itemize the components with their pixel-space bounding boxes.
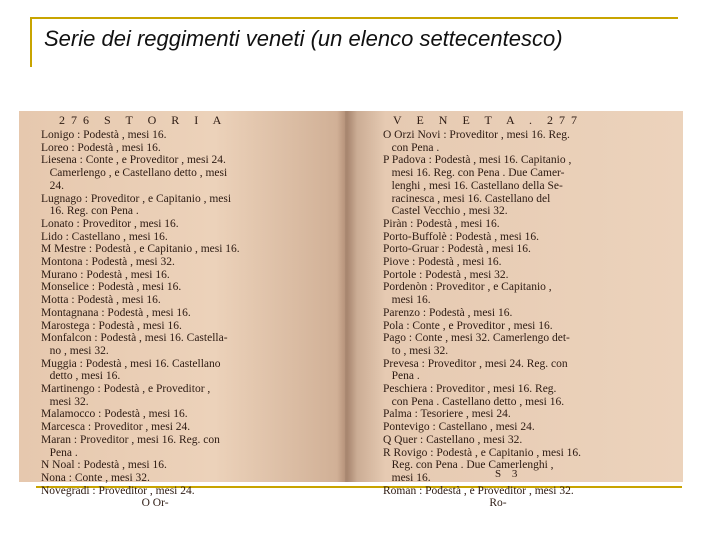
text-line: racinesca , mesi 16. Castellano del [383, 192, 551, 205]
text-line: con Pena . [383, 141, 440, 154]
text-line: Pola : Conte , e Proveditor , mesi 16. [383, 319, 553, 332]
text-line: N Noal : Podestà , mesi 16. [41, 459, 167, 472]
text-line: Camerlengo , e Castellano detto , mesi [41, 167, 228, 180]
text-line: Maran : Proveditor , mesi 16. Reg. con [41, 433, 220, 446]
left-page-header: 276 S T O R I A [59, 113, 228, 127]
text-line: Marcesca : Proveditor , mesi 24. [41, 421, 191, 434]
text-line: con Pena . Castellano detto , mesi 16. [383, 395, 565, 408]
frame-top-line [30, 17, 678, 19]
book-scan-image [19, 111, 683, 510]
text-line: Montona : Podestà , mesi 32. [41, 256, 175, 269]
right-page-header: V E N E T A . 277 [393, 113, 584, 127]
text-line: Pena . [383, 370, 420, 383]
text-line: Loreo : Podestà , mesi 16. [41, 141, 161, 154]
text-line: Novegradi : Proveditor , mesi 24. [41, 484, 195, 497]
text-line: lenghi , mesi 16. Castellano della Se- [383, 179, 563, 192]
text-line: Monselice : Podestà , mesi 16. [41, 281, 182, 294]
text-line: Portole : Podestà , mesi 32. [383, 268, 509, 281]
text-line: O Or- [41, 497, 169, 510]
text-line: Peschiera : Proveditor , mesi 16. Reg. [383, 383, 557, 396]
text-line: Porto-Gruar : Podestà , mesi 16. [383, 243, 531, 256]
text-line: Q Quer : Castellano , mesi 32. [383, 433, 523, 446]
book-gutter [337, 111, 357, 482]
text-line: 24. [41, 179, 64, 192]
text-line: Malamocco : Podestà , mesi 16. [41, 408, 188, 421]
right-page-signature: S 3 [495, 468, 522, 480]
slide-title: Serie dei reggimenti veneti (un elenco settecentesco) [44, 26, 563, 51]
text-line: no , mesi 32. [41, 344, 109, 357]
book-right-page [345, 111, 683, 510]
text-line: Monfalcon : Podestà , mesi 16. Castella- [41, 332, 228, 345]
text-line: Lugnago : Proveditor , e Capitanio , mesi [41, 192, 232, 205]
text-line: Lido : Castellano , mesi 16. [41, 230, 168, 243]
text-line: O Orzi Novi : Proveditor , mesi 16. Reg. [383, 129, 570, 141]
text-line: Roman : Podestà , e Proveditor , mesi 32. [383, 484, 574, 497]
text-line: mesi 16. [383, 294, 431, 307]
text-line: mesi 16. Reg. con Pena . Due Camer- [383, 167, 565, 180]
text-line: Pordenòn : Proveditor , e Capitanio , [383, 281, 552, 294]
left-page-lines [41, 129, 240, 510]
text-line: Nona : Conte , mesi 32. [41, 471, 150, 484]
text-line: Lonigo : Podestà , mesi 16. [41, 129, 167, 141]
text-line: Porto-Buffolè : Podestà , mesi 16. [383, 230, 539, 243]
text-line: Montagnana : Podestà , mesi 16. [41, 306, 191, 319]
text-line: Piove : Podestà , mesi 16. [383, 256, 502, 269]
text-line: Pena . [41, 446, 78, 459]
text-line: Marostega : Podestà , mesi 16. [41, 319, 182, 332]
text-line: Castel Vecchio , mesi 32. [383, 205, 508, 218]
text-line: detto , mesi 16. [41, 370, 121, 383]
text-line: Ro- [383, 497, 507, 510]
text-line: Piràn : Podestà , mesi 16. [383, 217, 500, 230]
text-line: Muggia : Podestà , mesi 16. Castellano [41, 357, 221, 370]
text-line: Liesena : Conte , e Proveditor , mesi 24. [41, 154, 226, 167]
text-line: Prevesa : Proveditor , mesi 24. Reg. con [383, 357, 568, 370]
right-page-lines [383, 129, 581, 510]
text-line: R Rovigo : Podestà , e Capitanio , mesi 16. [383, 446, 582, 459]
text-line: Murano : Podestà , mesi 16. [41, 268, 170, 281]
text-line: Pontevigo : Castellano , mesi 24. [383, 421, 535, 434]
text-line: 16. Reg. con Pena . [41, 205, 139, 218]
text-line: P Padova : Podestà , mesi 16. Capitanio , [383, 154, 572, 167]
text-line: Motta : Podestà , mesi 16. [41, 294, 161, 307]
text-line: Martinengo : Podestà , e Proveditor , [41, 383, 211, 396]
text-line: Reg. con Pena . Due Camerlenghi , [383, 459, 554, 472]
text-line: Parenzo : Podestà , mesi 16. [383, 306, 513, 319]
text-line: Lonato : Proveditor , mesi 16. [41, 217, 179, 230]
frame-left-line [30, 17, 32, 67]
book-left-page [19, 111, 345, 510]
text-line: to , mesi 32. [383, 344, 449, 357]
text-line: mesi 16. [383, 471, 431, 484]
text-line: Pago : Conte , mesi 32. Camerlengo det- [383, 332, 570, 345]
text-line: mesi 32. [41, 395, 89, 408]
text-line: Palma : Tesoriere , mesi 24. [383, 408, 511, 421]
text-line: M Mestre : Podestà , e Capitanio , mesi 16. [41, 243, 240, 256]
